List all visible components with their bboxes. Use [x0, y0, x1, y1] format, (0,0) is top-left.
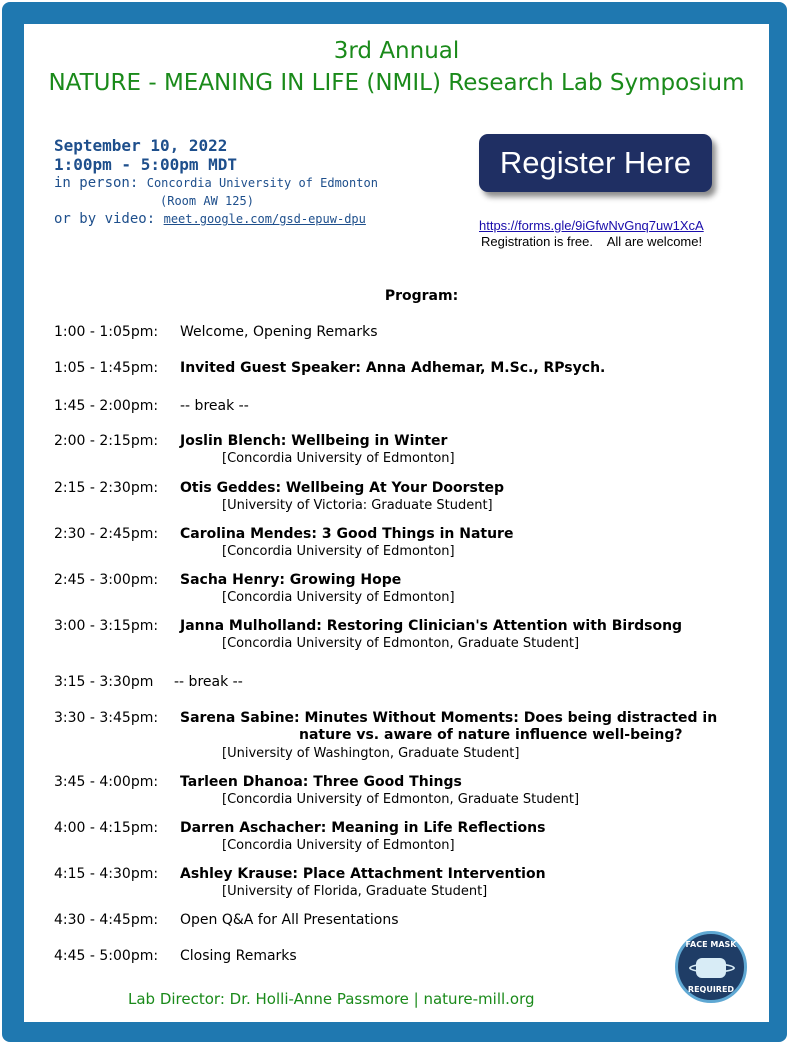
register-button[interactable]: Register Here [479, 134, 712, 192]
item-affiliation: [University of Washington, Graduate Student] [222, 746, 520, 761]
item-title: -- break -- [180, 398, 249, 414]
face-mask-icon [696, 958, 726, 978]
event-time: 1:00pm - 5:00pm MDT [54, 155, 238, 174]
registration-link[interactable]: https://forms.gle/9iGfwNvGnq7uw1XcA [479, 218, 704, 233]
item-title: Janna Mulholland: Restoring Clinician's Attention with Birdsong [180, 618, 683, 634]
item-title: Carolina Mendes: 3 Good Things in Nature [180, 526, 514, 542]
in-person-label: in person: [54, 175, 139, 191]
lab-director-footer: Lab Director: Dr. Holli-Anne Passmore | nature-mill.org [128, 990, 535, 1008]
item-affiliation: [Concordia University of Edmonton] [222, 838, 455, 853]
program-heading: Program: [384, 288, 459, 304]
item-title: Welcome, Opening Remarks [180, 324, 378, 340]
item-affiliation: [Concordia University of Edmonton] [222, 590, 455, 605]
badge-bottom-text: REQUIRED [687, 985, 735, 994]
in-person-line [54, 174, 378, 192]
item-time: 4:00 - 4:15pm: [54, 820, 159, 836]
item-affiliation: [Concordia University of Edmonton, Graduate Student] [222, 792, 580, 807]
video-link[interactable]: meet.google.com/gsd-epuw-dpu [163, 212, 366, 226]
item-time: 3:15 - 3:30pm [54, 674, 154, 690]
item-affiliation: [Concordia University of Edmonton] [222, 451, 455, 466]
item-title-continued: nature vs. aware of nature influence well-being? [299, 727, 683, 743]
badge-top-text: FACE MASK [685, 940, 737, 949]
item-affiliation: [University of Florida, Graduate Student] [222, 884, 488, 899]
item-time: 4:45 - 5:00pm: [54, 948, 159, 964]
flyer-sheet [24, 24, 769, 1022]
item-time: 1:45 - 2:00pm: [54, 398, 159, 414]
title-line-2: NATURE - MEANING IN LIFE (NMIL) Research Lab Symposium [48, 70, 745, 96]
item-time: 2:30 - 2:45pm: [54, 526, 159, 542]
face-mask-badge [675, 931, 747, 1003]
item-time: 2:00 - 2:15pm: [54, 433, 159, 449]
event-date: September 10, 2022 [54, 136, 228, 155]
title-line-1: 3rd Annual [333, 38, 460, 64]
item-title: Joslin Blench: Wellbeing in Winter [180, 433, 448, 449]
in-person-place: Concordia University of Edmonton [146, 176, 378, 190]
item-time: 3:00 - 3:15pm: [54, 618, 159, 634]
item-time: 4:30 - 4:45pm: [54, 912, 159, 928]
item-time: 3:45 - 4:00pm: [54, 774, 159, 790]
item-title: Sacha Henry: Growing Hope [180, 572, 402, 588]
room-line [54, 192, 378, 210]
item-time: 1:00 - 1:05pm: [54, 324, 159, 340]
item-time: 3:30 - 3:45pm: [54, 710, 159, 726]
item-title: Tarleen Dhanoa: Three Good Things [180, 774, 462, 790]
item-time: 2:45 - 3:00pm: [54, 572, 159, 588]
item-title: Darren Aschacher: Meaning in Life Reflections [180, 820, 546, 836]
video-label: or by video: [54, 211, 156, 227]
video-line [54, 210, 378, 228]
item-affiliation: [Concordia University of Edmonton, Graduate Student] [222, 636, 580, 651]
page-frame [2, 2, 787, 1042]
registration-note: Registration is free. All are welcome! [481, 234, 703, 249]
item-title: Ashley Krause: Place Attachment Intervention [180, 866, 546, 882]
item-title: Sarena Sabine: Minutes Without Moments: Does being distracted in [180, 710, 718, 726]
item-time: 2:15 - 2:30pm: [54, 480, 159, 496]
item-time: 1:05 - 1:45pm: [54, 360, 159, 376]
item-title: -- break -- [174, 674, 243, 690]
item-title: Invited Guest Speaker: Anna Adhemar, M.Sc., RPsych. [180, 360, 606, 376]
item-title: Closing Remarks [180, 948, 297, 964]
item-time: 4:15 - 4:30pm: [54, 866, 159, 882]
room: (Room AW 125) [160, 194, 254, 208]
item-affiliation: [Concordia University of Edmonton] [222, 544, 455, 559]
item-title: Otis Geddes: Wellbeing At Your Doorstep [180, 480, 505, 496]
event-info [54, 136, 378, 228]
item-title: Open Q&A for All Presentations [180, 912, 399, 928]
item-affiliation: [University of Victoria: Graduate Student] [222, 498, 493, 513]
